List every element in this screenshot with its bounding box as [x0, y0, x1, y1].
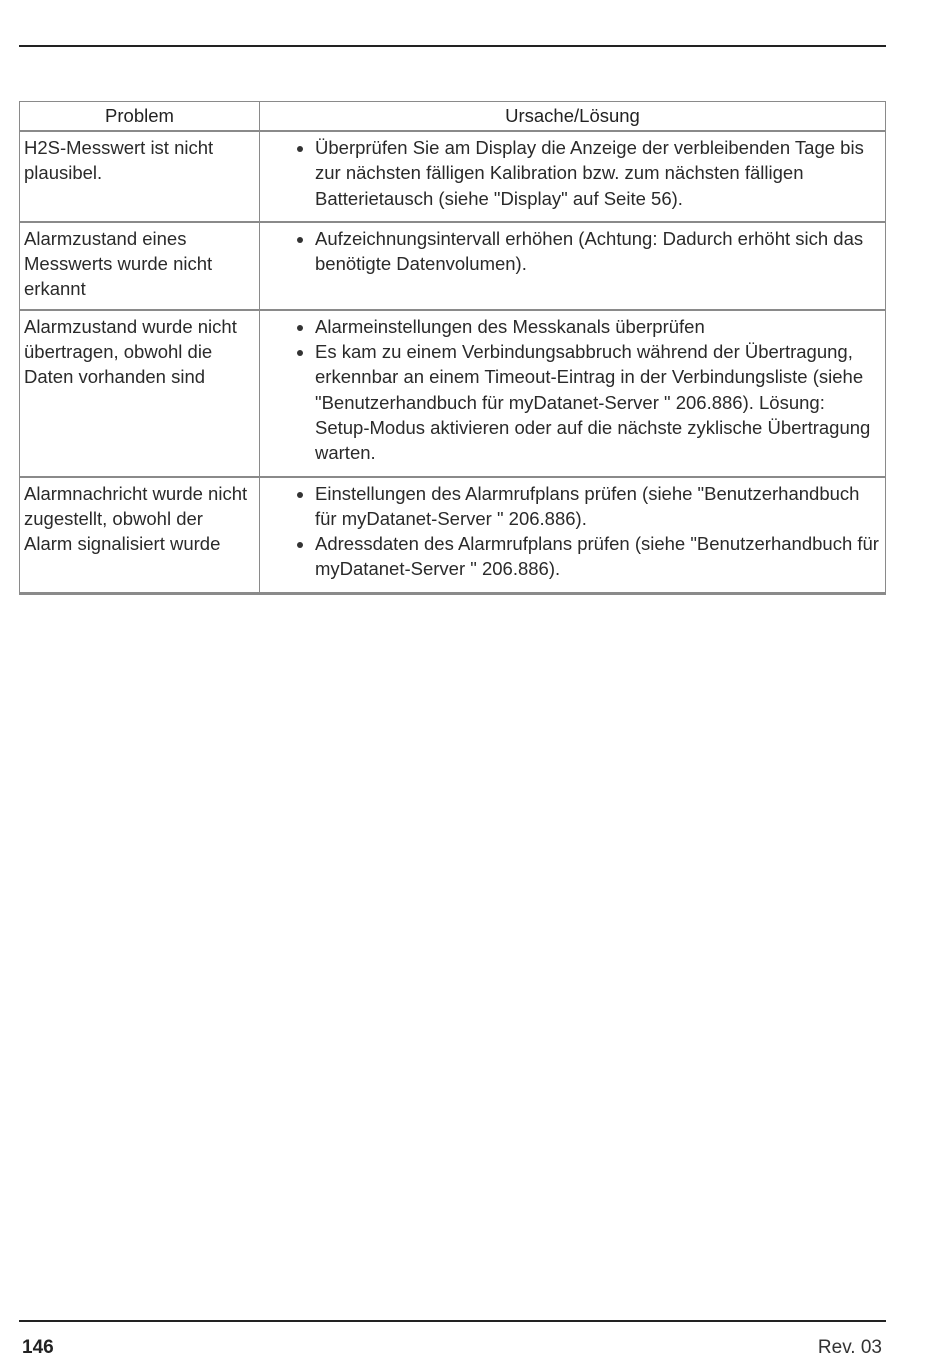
- solution-cell: [260, 131, 886, 222]
- table-row: [20, 131, 886, 222]
- solution-item: Einstellungen des Alarmrufplans prüfen (siehe "Benutzerhandbuch für myDatanet-Server " 206.886).: [315, 481, 881, 532]
- problem-cell: Alarmzustand wurde nicht übertragen, obwohl die Daten vorhanden sind: [20, 310, 260, 477]
- table-header-row: [20, 102, 886, 132]
- table-row: [20, 222, 886, 310]
- solution-cell: [260, 310, 886, 477]
- problem-cell: Alarmzustand eines Messwerts wurde nicht erkannt: [20, 222, 260, 310]
- solution-list: [260, 135, 881, 211]
- troubleshooting-table: [19, 101, 886, 595]
- solution-item: Es kam zu einem Verbindungsabbruch während der Übertragung, erkennbar an einem Timeout-Eintrag in der Verbindungsliste (siehe "Benutzerhandbuch für myDatanet-Server " 206.886). Lösung: Setup-Modus aktivieren oder auf die nächste zyklische Übertragung warten.: [315, 339, 881, 465]
- page-number: 146: [22, 1337, 54, 1358]
- solution-list: [260, 226, 881, 277]
- footer-rule: [19, 1320, 886, 1322]
- solution-item: Überprüfen Sie am Display die Anzeige der verbleibenden Tage bis zur nächsten fälligen Kalibration bzw. zum nächsten fälligen Batterietausch (siehe "Display" auf Seite 56).: [315, 135, 881, 211]
- table-row: [20, 477, 886, 594]
- solution-item: Aufzeichnungsintervall erhöhen (Achtung: Dadurch erhöht sich das benötigte Datenvolumen).: [315, 226, 881, 277]
- header-problem: Problem: [20, 102, 260, 132]
- solution-cell: [260, 222, 886, 310]
- solution-item: Alarmeinstellungen des Messkanals überprüfen: [315, 314, 881, 339]
- solution-cell: [260, 477, 886, 594]
- header-solution: Ursache/Lösung: [260, 102, 886, 132]
- revision-label: Rev. 03: [817, 1337, 882, 1358]
- solution-item: Adressdaten des Alarmrufplans prüfen (siehe "Benutzerhandbuch für myDatanet-Server " 206.886).: [315, 531, 881, 582]
- solution-list: [260, 314, 881, 466]
- problem-cell: Alarmnachricht wurde nicht zugestellt, obwohl der Alarm signalisiert wurde: [20, 477, 260, 594]
- table-row: [20, 310, 886, 477]
- problem-cell: H2S-Messwert ist nicht plausibel.: [20, 131, 260, 222]
- solution-list: [260, 481, 881, 582]
- header-rule: [19, 45, 886, 47]
